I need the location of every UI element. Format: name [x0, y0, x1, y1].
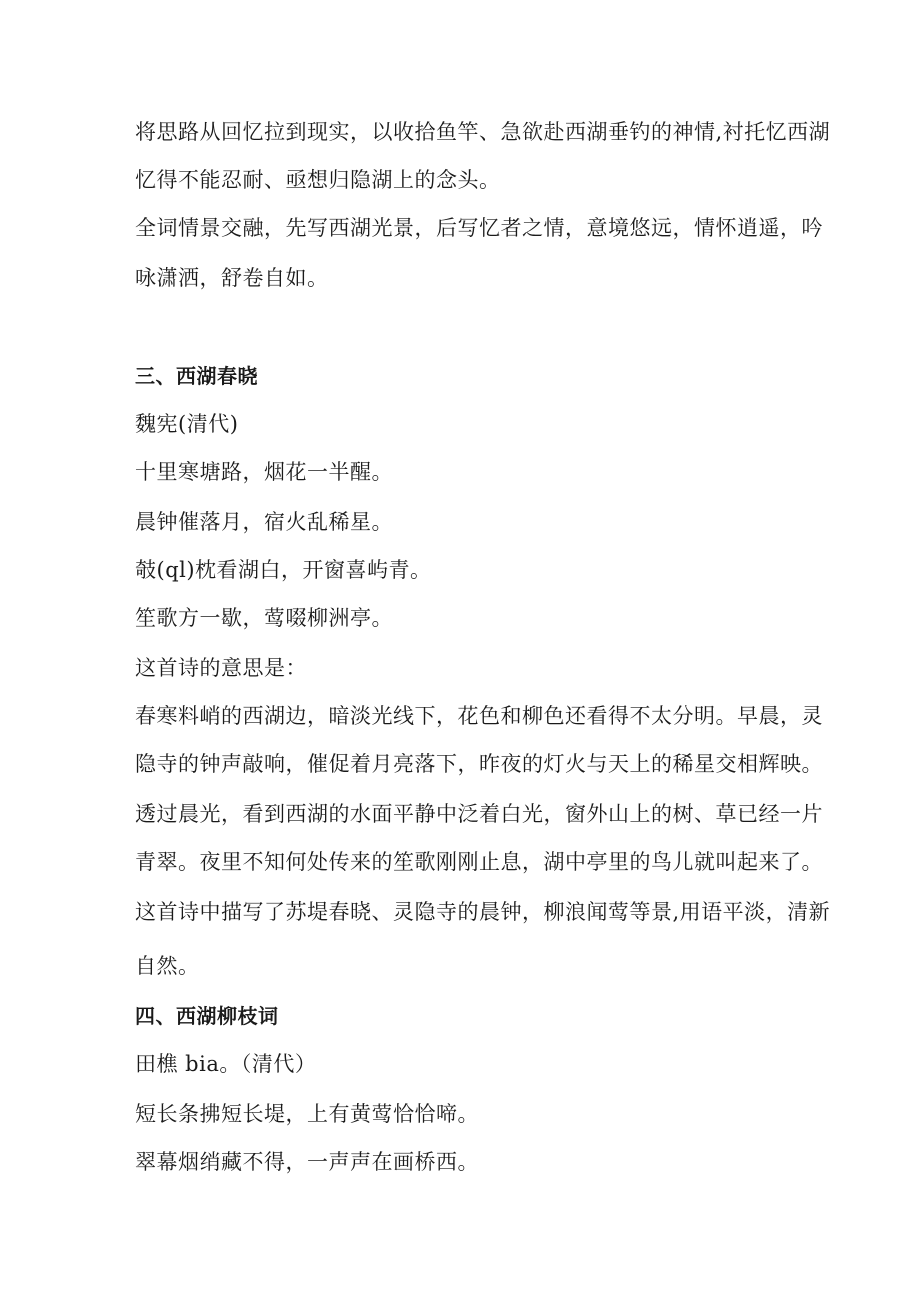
- section-heading-3: 三、西湖春晓: [135, 364, 258, 388]
- poem-line: 十里寒塘路，烟花一半醒。: [135, 460, 393, 484]
- poem-line: 笙歌方一歇，莺啜柳洲亭。: [135, 606, 393, 630]
- meaning-line: 春寒料峭的西湖边，暗淡光线下，花色和柳色还看得不太分明。早晨，灵: [135, 704, 823, 728]
- poem-line: 晨钟催落月，宿火乱稀星。: [135, 510, 393, 534]
- meaning-line: 隐寺的钟声敲响，催促着月亮落下，昨夜的灯火与天上的稀星交相辉映。: [135, 752, 823, 776]
- section-heading-4: 四、西湖柳枝词: [135, 1004, 279, 1028]
- poem-author: 魏宪(清代): [135, 412, 239, 436]
- poem-line: 短长条拂短长堤，上有黄莺恰恰啼。: [135, 1102, 479, 1126]
- meaning-line: 透过晨光，看到西湖的水面平静中泛着白光，窗外山上的树、草已经一片: [135, 802, 823, 826]
- paragraph-line: 全词情景交融，先写西湖光景，后写忆者之情，意境悠远，情怀逍遥，吟: [135, 216, 823, 240]
- meaning-line: 青翠。夜里不知何处传来的笙歌刚刚止息，湖中亭里的鸟儿就叫起来了。: [135, 850, 823, 874]
- meaning-line: 自然。: [135, 954, 200, 978]
- paragraph-line: 咏潇洒，舒卷自如。: [135, 266, 329, 290]
- poem-author: 田樵 bia。（清代）: [135, 1052, 317, 1076]
- meaning-intro: 这首诗的意思是：: [135, 656, 307, 680]
- poem-line: 翠幕烟绡藏不得，一声声在画桥西。: [135, 1150, 479, 1174]
- paragraph-line: 将思路从回忆拉到现实，以收拾鱼竿、急欲赴西湖垂钓的神情,衬托忆西湖: [135, 120, 831, 144]
- paragraph-line: 忆得不能忍耐、亟想归隐湖上的念头。: [135, 168, 501, 192]
- meaning-line: 这首诗中描写了苏堤春晓、灵隐寺的晨钟，柳浪闻莺等景,用语平淡，清新: [135, 900, 831, 924]
- poem-line: 攲(ql)枕看湖白，开窗喜屿青。: [135, 558, 432, 582]
